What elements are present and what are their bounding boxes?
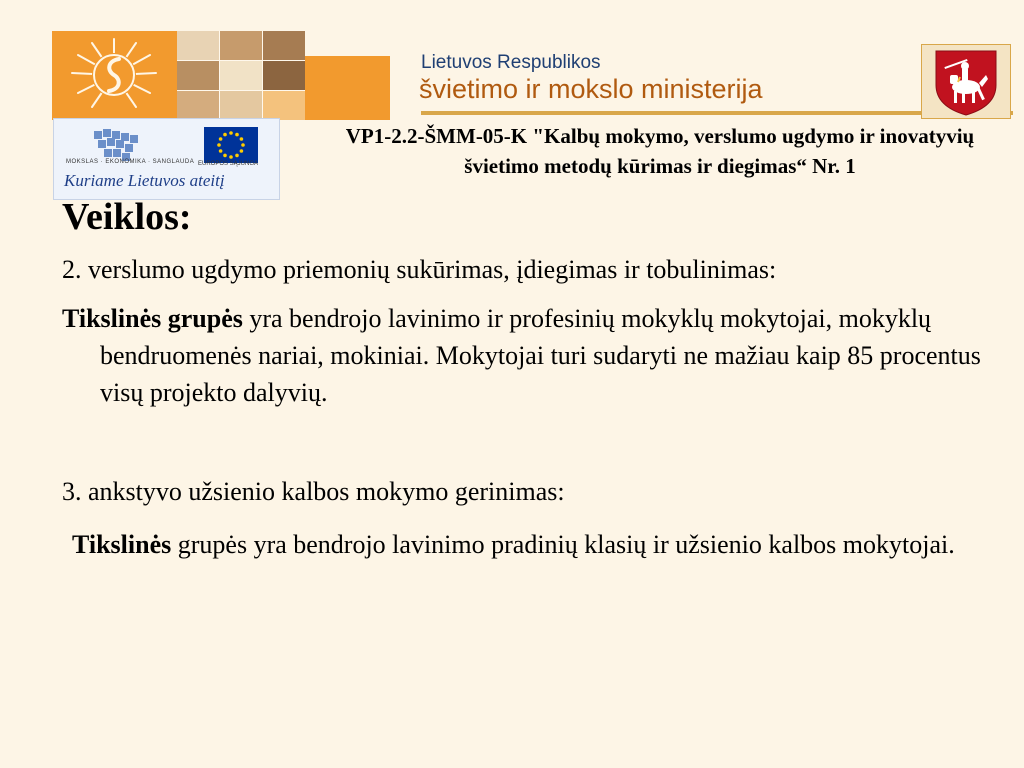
activity-item-3: 3. ankstyvo užsienio kalbos mokymo gerinimas: xyxy=(62,477,565,506)
vytis-shield-icon xyxy=(922,45,1010,118)
target-groups-label: Tikslinės xyxy=(72,530,172,559)
eu-stars-icon xyxy=(204,127,258,163)
ministry-name-line1: Lietuvos Respublikos xyxy=(421,52,601,73)
target-groups-3 xyxy=(62,520,992,570)
esf-motto: MOKSLAS · EKONOMIKA · SANGLAUDA xyxy=(66,159,195,165)
activity-item-2: 2. verslumo ugdymo priemonių sukūrimas, įdiegimas ir tobulinimas: xyxy=(62,255,777,284)
header-banner xyxy=(52,31,390,120)
ministry-logo xyxy=(52,31,177,120)
photo-collage xyxy=(177,31,305,120)
project-title: VP1-2.2-ŠMM-05-K "Kalbų mokymo, verslumo ugdymo ir inovatyvių švietimo metodų kūrimas ir diegimas“ Nr. 1 xyxy=(345,124,975,178)
eu-label: EUROPOS SĄJUNGA xyxy=(198,161,259,167)
ministry-name-line2: švietimo ir mokslo ministerija xyxy=(419,74,763,104)
target-groups-text: yra bendrojo lavinimo ir profesinių mokyklų mokytojai, mokyklų bendruomenės nariai, mokiniai. Mokytojai turi sudaryti ne mažiau kaip 85 procentus visų projekto dalyvių. xyxy=(100,304,981,407)
sun-emblem-icon xyxy=(52,31,177,120)
esf-caption: Kuriame Lietuvos ateitį xyxy=(64,171,225,190)
eu-flag xyxy=(204,127,258,163)
target-groups-label: Tikslinės grupės xyxy=(62,304,243,333)
slide-content xyxy=(62,195,992,570)
esf-logo xyxy=(53,118,280,200)
coat-of-arms xyxy=(921,44,1011,119)
target-groups-2 xyxy=(62,300,992,411)
slide-heading: Veiklos: xyxy=(62,196,192,238)
decorative-strip xyxy=(305,56,390,120)
target-groups-text: grupės yra bendrojo lavinimo pradinių klasių ir užsienio kalbos mokytojai. xyxy=(171,530,955,559)
